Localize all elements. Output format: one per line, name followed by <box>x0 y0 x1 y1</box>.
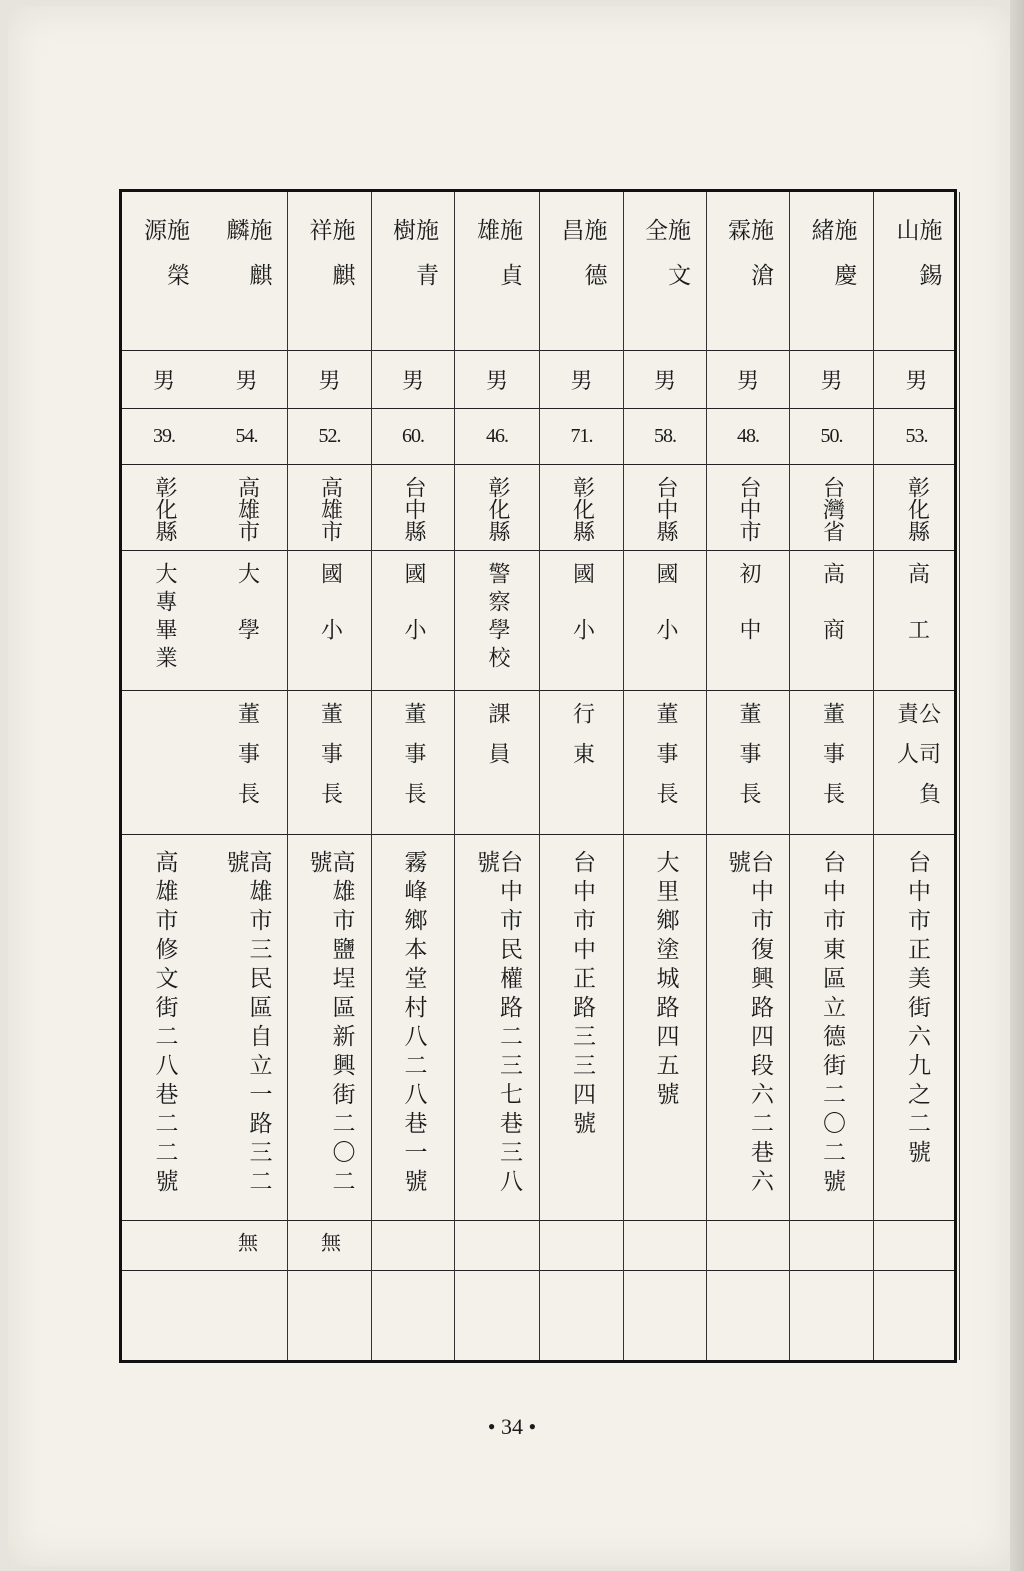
sex-text: 男 <box>401 368 424 394</box>
origin-text: 彰化縣 <box>904 476 930 542</box>
cell-extra <box>624 1270 706 1366</box>
cell-remark <box>624 1220 706 1270</box>
cell-extra <box>540 1270 623 1366</box>
cell-remark <box>707 1220 789 1270</box>
cell-extra <box>372 1270 454 1366</box>
cell-address <box>790 834 873 1220</box>
age-text: 46. <box>486 424 508 447</box>
cell-address <box>874 834 959 1220</box>
education-text: 大 學 <box>234 562 260 646</box>
cell-education <box>624 550 706 690</box>
cell-remark <box>455 1220 539 1270</box>
sex-text: 男 <box>485 368 508 394</box>
origin-text: 高雄市 <box>317 476 343 542</box>
remark-text: 無 <box>317 1232 342 1252</box>
cell-remark <box>122 1220 206 1270</box>
name-text: 施青樹 <box>389 218 438 308</box>
cell-sex <box>122 350 206 408</box>
cell-name <box>624 192 706 350</box>
cell-name <box>455 192 539 350</box>
cell-origin <box>707 464 789 550</box>
cell-address <box>624 834 706 1220</box>
person-column <box>372 192 455 1360</box>
cell-age <box>455 408 539 464</box>
cell-age <box>288 408 371 464</box>
origin-text: 彰化縣 <box>485 476 510 542</box>
cell-remark <box>206 1220 287 1270</box>
sex-text: 男 <box>570 368 593 394</box>
education-text: 初 中 <box>736 562 761 646</box>
sex-text: 男 <box>736 368 759 394</box>
person-column <box>624 192 707 1360</box>
address-text: 台中市民權路二三七巷三八號 <box>473 850 522 1198</box>
cell-extra <box>790 1270 873 1366</box>
education-text: 高 工 <box>904 562 930 646</box>
sex-text: 男 <box>820 368 843 394</box>
origin-text: 台中縣 <box>653 476 678 542</box>
cell-age <box>372 408 454 464</box>
origin-text: 彰化縣 <box>152 476 177 542</box>
cell-title <box>540 690 623 834</box>
cell-education <box>874 550 959 690</box>
person-column <box>874 192 960 1360</box>
person-column <box>540 192 624 1360</box>
cell-age <box>790 408 873 464</box>
age-text: 60. <box>402 424 424 447</box>
cell-origin <box>790 464 873 550</box>
cell-origin <box>206 464 287 550</box>
cell-education <box>372 550 454 690</box>
cell-sex <box>455 350 539 408</box>
cell-sex <box>707 350 789 408</box>
name-text: 施文全 <box>641 218 690 308</box>
sex-text: 男 <box>152 368 175 394</box>
cell-age <box>540 408 623 464</box>
education-text: 大專畢業 <box>152 562 177 674</box>
address-text: 台中市正美街六九之二號 <box>904 850 930 1169</box>
title-text: 董事長 <box>234 702 260 822</box>
cell-address <box>707 834 789 1220</box>
age-text: 58. <box>654 424 676 447</box>
cell-address <box>288 834 371 1220</box>
cell-title <box>874 690 959 834</box>
cell-age <box>707 408 789 464</box>
education-text: 高 商 <box>819 562 845 646</box>
person-column <box>206 192 288 1360</box>
cell-title <box>455 690 539 834</box>
name-text: 施滄霖 <box>724 218 773 308</box>
cell-education <box>540 550 623 690</box>
cell-sex <box>874 350 959 408</box>
cell-origin <box>372 464 454 550</box>
cell-age <box>206 408 287 464</box>
address-text: 霧峰鄉本堂村八二八巷一號 <box>400 850 427 1198</box>
origin-text: 台中縣 <box>401 476 426 542</box>
cell-origin <box>288 464 371 550</box>
cell-name <box>790 192 873 350</box>
cell-sex <box>540 350 623 408</box>
address-text: 高雄市三民區自立一路三二號 <box>222 850 272 1198</box>
cell-sex <box>288 350 371 408</box>
cell-title <box>790 690 873 834</box>
title-text: 董事長 <box>653 702 678 822</box>
title-text: 課員 <box>485 702 510 782</box>
cell-remark <box>288 1220 371 1270</box>
cell-origin <box>455 464 539 550</box>
address-text: 高雄市修文街二八巷二二號 <box>151 850 178 1198</box>
cell-title <box>624 690 706 834</box>
age-text: 52. <box>318 424 341 447</box>
cell-origin <box>624 464 706 550</box>
origin-text: 台中市 <box>736 476 761 542</box>
title-text: 董事長 <box>819 702 845 822</box>
address-text: 大里鄉塗城路四五號 <box>652 850 679 1111</box>
cell-title <box>288 690 371 834</box>
person-column <box>455 192 540 1360</box>
cell-extra <box>288 1270 371 1366</box>
cell-remark <box>790 1220 873 1270</box>
cell-origin <box>874 464 959 550</box>
sex-text: 男 <box>905 368 928 394</box>
cell-sex <box>790 350 873 408</box>
education-text: 國 小 <box>317 562 343 646</box>
cell-age <box>874 408 959 464</box>
cell-education <box>455 550 539 690</box>
cell-origin <box>540 464 623 550</box>
cell-name <box>540 192 623 350</box>
cell-address <box>540 834 623 1220</box>
registry-table <box>119 189 957 1363</box>
cell-education <box>707 550 789 690</box>
name-text: 施麒祥 <box>305 218 355 308</box>
title-text: 董事長 <box>401 702 426 822</box>
title-text: 行東 <box>569 702 595 782</box>
cell-education <box>122 550 206 690</box>
cell-extra <box>874 1270 959 1366</box>
cell-sex <box>206 350 287 408</box>
page-edge <box>1010 0 1024 1571</box>
name-text: 施慶緒 <box>807 218 857 308</box>
cell-education <box>206 550 287 690</box>
title-text: 董事長 <box>736 702 761 822</box>
cell-name <box>122 192 206 350</box>
age-text: 39. <box>153 424 175 447</box>
age-text: 71. <box>570 424 593 447</box>
cell-remark <box>874 1220 959 1270</box>
age-text: 50. <box>820 424 843 447</box>
name-text: 施錫山 <box>892 218 942 308</box>
sex-text: 男 <box>653 368 676 394</box>
cell-extra <box>122 1270 206 1366</box>
cell-title <box>122 690 206 834</box>
cell-age <box>624 408 706 464</box>
origin-text: 彰化縣 <box>569 476 595 542</box>
origin-text: 台灣省 <box>819 476 845 542</box>
cell-sex <box>624 350 706 408</box>
education-text: 警察學校 <box>485 562 510 674</box>
origin-text: 高雄市 <box>234 476 260 542</box>
page-number: • 34 • <box>487 1414 537 1439</box>
cell-address <box>372 834 454 1220</box>
person-column <box>288 192 372 1360</box>
cell-title <box>206 690 287 834</box>
education-text: 國 小 <box>653 562 678 646</box>
person-column <box>122 192 206 1360</box>
title-text: 董事長 <box>317 702 343 822</box>
age-text: 54. <box>235 424 258 447</box>
name-text: 施德昌 <box>557 218 607 308</box>
address-text: 台中市復興路四段六二巷六號 <box>724 850 773 1198</box>
person-column <box>707 192 790 1360</box>
sex-text: 男 <box>235 368 258 394</box>
cell-address <box>122 834 206 1220</box>
remark-text: 無 <box>234 1232 259 1252</box>
address-text: 台中市中正路三三四號 <box>569 850 595 1140</box>
cell-name <box>372 192 454 350</box>
education-text: 國 小 <box>401 562 426 646</box>
cell-name <box>288 192 371 350</box>
cell-address <box>206 834 287 1220</box>
age-text: 48. <box>737 424 759 447</box>
cell-remark <box>540 1220 623 1270</box>
person-column <box>790 192 874 1360</box>
sex-text: 男 <box>318 368 341 394</box>
education-text: 國 小 <box>569 562 595 646</box>
address-text: 高雄市鹽埕區新興街二〇二號 <box>305 850 355 1198</box>
cell-name <box>874 192 959 350</box>
cell-extra <box>707 1270 789 1366</box>
name-text: 施麒麟 <box>222 218 272 308</box>
cell-sex <box>372 350 454 408</box>
age-text: 53. <box>905 424 928 447</box>
address-text: 台中市東區立德街二〇二號 <box>819 850 845 1198</box>
name-text: 施貞雄 <box>473 218 522 308</box>
cell-title <box>707 690 789 834</box>
title-text: 公司負責人 <box>893 702 941 822</box>
cell-name <box>206 192 287 350</box>
cell-education <box>288 550 371 690</box>
cell-address <box>455 834 539 1220</box>
cell-extra <box>455 1270 539 1366</box>
cell-age <box>122 408 206 464</box>
name-text: 施榮源 <box>140 218 189 308</box>
cell-origin <box>122 464 206 550</box>
cell-remark <box>372 1220 454 1270</box>
cell-title <box>372 690 454 834</box>
cell-education <box>790 550 873 690</box>
cell-extra <box>206 1270 287 1366</box>
cell-name <box>707 192 789 350</box>
